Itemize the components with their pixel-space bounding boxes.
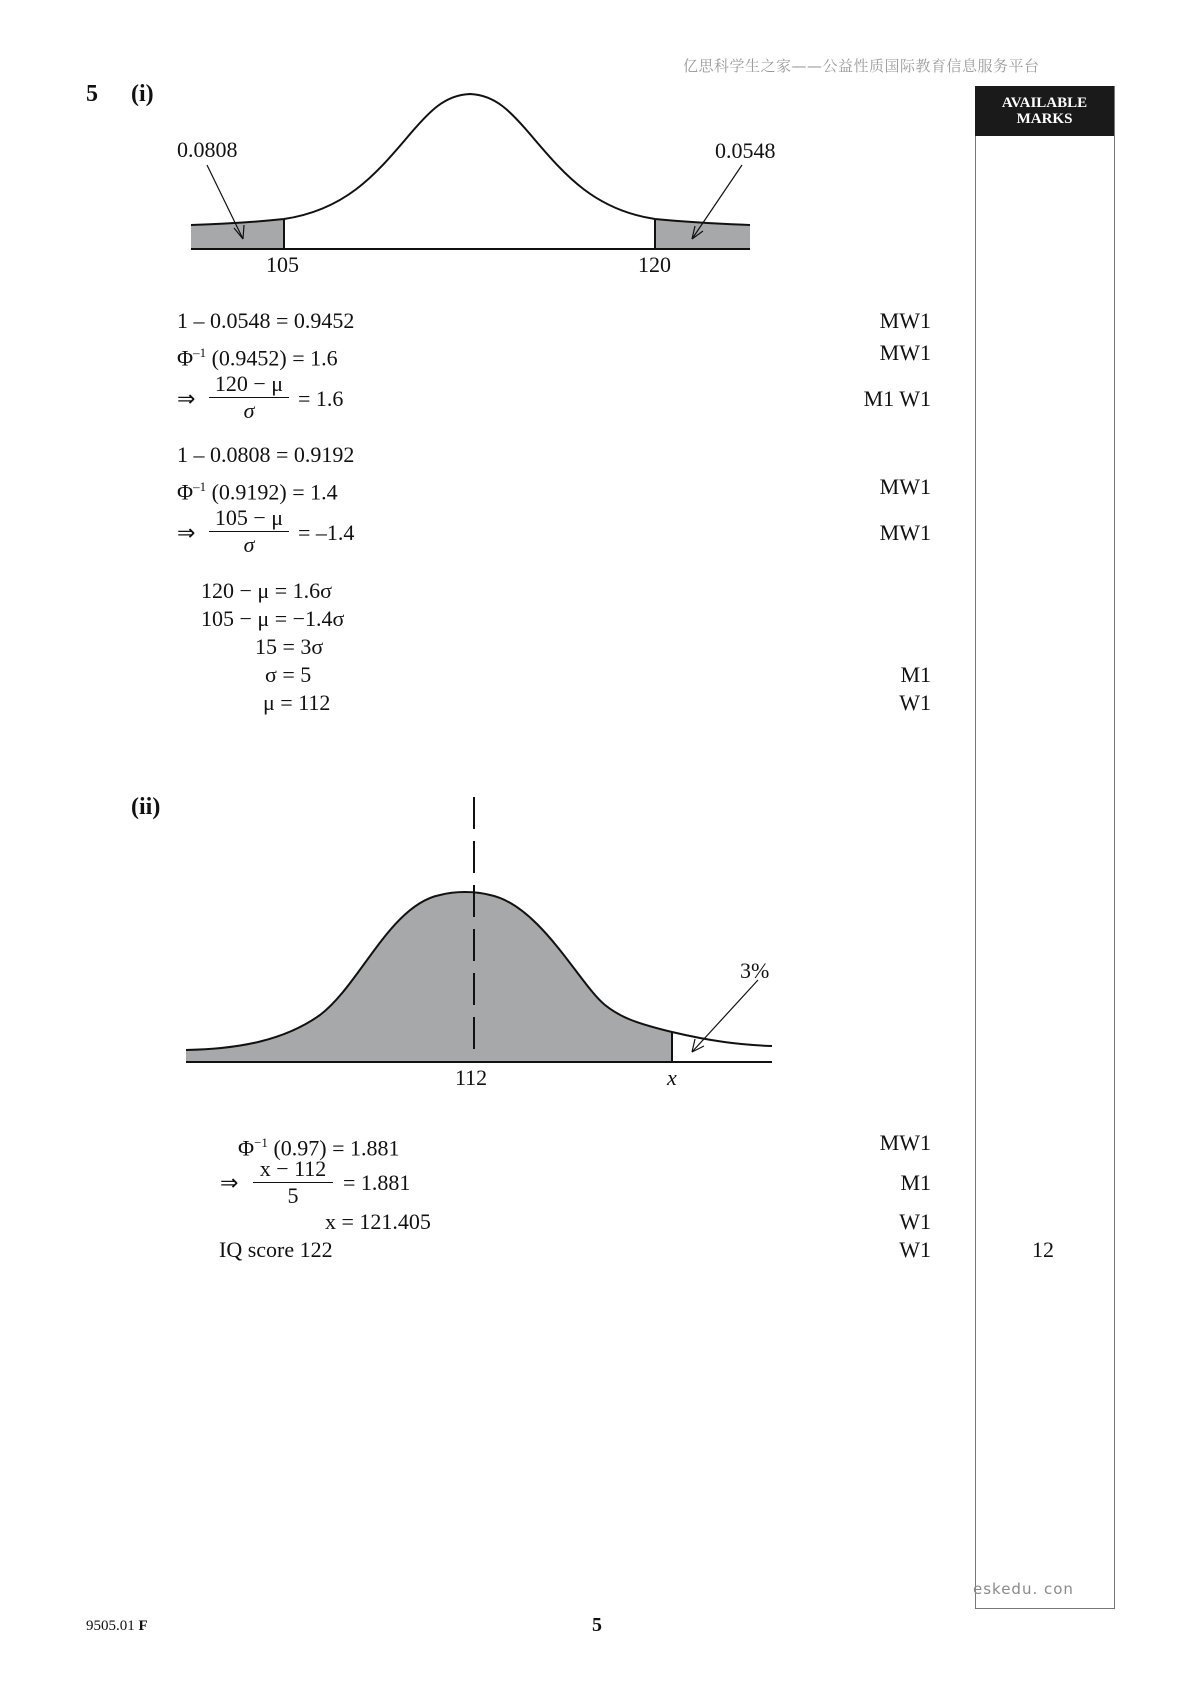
tick-120: 120 [638,252,671,277]
right-tail-probability: 0.0548 [715,138,776,163]
working-line-6-rest: = –1.4 [298,520,355,545]
mark-line-5: MW1 [879,474,931,499]
inverse-superscript: –1 [193,345,207,360]
footer-watermark: eskedu. con [973,1580,1074,1598]
working-line-3-rest: = 1.6 [298,386,344,411]
shaded-region [186,892,672,1062]
total-marks: 12 [1032,1237,1054,1262]
part-i-label: (i) [131,81,154,107]
normal-curve-diagram-2 [180,795,780,1075]
mark-iq-score: W1 [899,1237,931,1262]
mark-x-result: W1 [899,1209,931,1234]
available-marks-header [975,86,1114,136]
fraction-denominator: 5 [287,1183,299,1208]
inverse-superscript: –1 [193,479,207,494]
paper-code-number: 9505.01 [86,1618,135,1634]
left-tail-probability: 0.0808 [177,137,238,162]
question-number: 5 [86,81,98,107]
available-marks-column [975,86,1115,1609]
implies-arrow-2: ⇒ [177,520,196,545]
phi-symbol: Φ [177,345,194,371]
mu-result: μ = 112 [263,690,331,715]
mark-line-2: MW1 [879,340,931,365]
mark-line-6: MW1 [879,520,931,545]
tick-x: x [667,1065,677,1090]
page-number: 5 [592,1614,602,1636]
available-marks-line2: MARKS [1016,111,1073,127]
simultaneous-eq-3: 15 = 3σ [255,634,324,659]
fraction-numerator: 120 − μ [214,371,284,396]
inverse-superscript: −1 [254,1135,268,1150]
fraction-denominator: σ [243,532,255,557]
simultaneous-eq-1: 120 − μ = 1.6σ [201,578,332,603]
mark-mu: W1 [899,690,931,715]
working-line-1: 1 – 0.0548 = 0.9452 [177,308,355,333]
tick-105: 105 [266,252,299,277]
mark-sigma: M1 [900,662,931,687]
available-marks-line1: AVAILABLE [1001,95,1088,111]
paper-code-suffix: F [138,1618,148,1634]
paper-code [86,1617,148,1635]
working-line-2-rest: (0.9452) = 1.6 [211,345,338,371]
working-line-5-rest: (0.9192) = 1.4 [211,479,338,505]
fraction-numerator: x − 112 [259,1156,327,1181]
x-result: x = 121.405 [325,1209,431,1234]
part-ii-label: (ii) [131,794,161,820]
bell-curve [191,94,750,225]
iq-score-answer: IQ score 122 [219,1237,333,1262]
tail-percentage: 3% [740,958,770,983]
phi-symbol: Φ [238,1135,255,1161]
working-line-2 [177,340,338,371]
working-ii-line-1-rest: (0.97) = 1.881 [273,1135,400,1161]
fraction-120-mu [207,371,291,424]
simultaneous-eq-2: 105 − μ = −1.4σ [201,606,345,631]
sigma-result: σ = 5 [265,662,312,687]
fraction-105-mu [207,505,291,558]
implies-arrow-1: ⇒ [177,386,196,411]
fraction-numerator: 105 − μ [214,505,284,530]
phi-symbol: Φ [177,479,194,505]
mark-line-3: M1 W1 [863,386,931,411]
working-line-5 [177,474,338,505]
working-line-4: 1 – 0.0808 = 0.9192 [177,442,355,467]
fraction-denominator: σ [243,398,255,423]
implies-arrow-3: ⇒ [220,1170,239,1195]
working-ii-line-2-rest: = 1.881 [343,1170,411,1195]
fraction-x-112 [251,1156,335,1209]
mark-line-1: MW1 [879,308,931,333]
header-watermark: 亿思科学生之家——公益性质国际教育信息服务平台 [683,57,1040,75]
tick-112: 112 [455,1065,488,1090]
mark-ii-line-1: MW1 [879,1130,931,1155]
mark-ii-line-2: M1 [900,1170,931,1195]
